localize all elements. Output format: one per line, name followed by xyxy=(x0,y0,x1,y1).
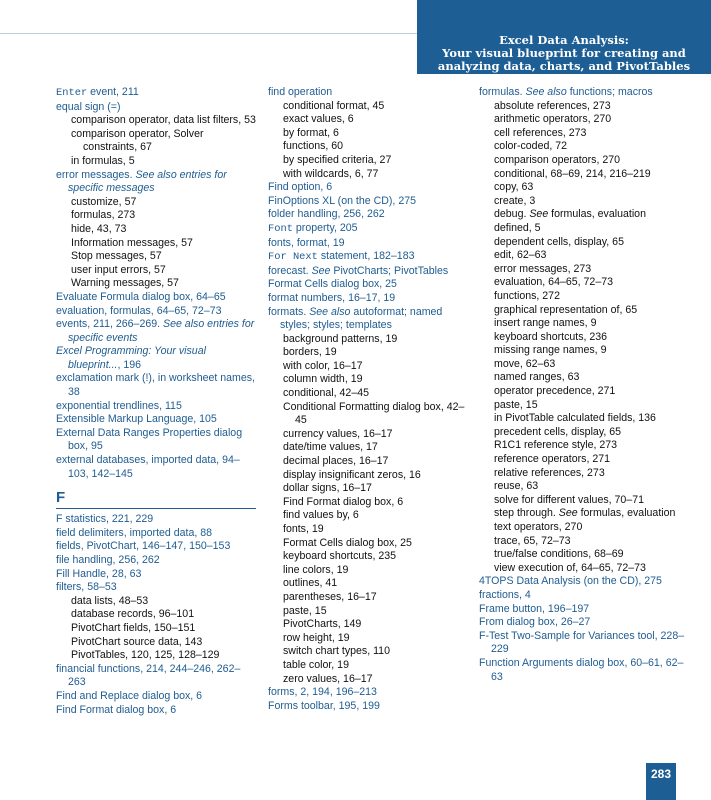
index-entry: folder handling, 256, 262 xyxy=(268,208,385,221)
index-subentry: date/time values, 17 xyxy=(283,441,378,454)
book-title-banner xyxy=(417,0,711,74)
index-subentry: by specified criteria, 27 xyxy=(283,153,392,166)
index-subentry: line colors, 19 xyxy=(283,563,349,576)
index-entry: For Next statement, 182–183 xyxy=(268,250,415,264)
index-subentry: step through. See formulas, evaluation xyxy=(494,507,676,520)
index-subentry: dependent cells, display, 65 xyxy=(494,235,624,248)
index-subentry: decimal places, 16–17 xyxy=(283,455,389,468)
index-subentry: functions, 60 xyxy=(283,140,344,153)
index-subentry: conditional, 68–69, 214, 216–219 xyxy=(494,167,651,180)
index-entry: F statistics, 221, 229 xyxy=(56,513,154,526)
index-subentry: Stop messages, 57 xyxy=(71,250,162,263)
index-subentry: evaluation, 64–65, 72–73 xyxy=(494,276,613,289)
index-entry: Excel Programming: Your visual blueprint..., 196 xyxy=(56,345,206,371)
index-subentry: zero values, 16–17 xyxy=(283,672,373,685)
index-subentry: true/false conditions, 68–69 xyxy=(494,548,624,561)
section-letter-heading: F xyxy=(56,489,256,509)
index-subentry: exact values, 6 xyxy=(283,113,354,126)
index-subentry: parentheses, 16–17 xyxy=(283,590,377,603)
index-entry: exclamation mark (!), in worksheet names, 38 xyxy=(56,372,255,399)
index-subentry: keyboard shortcuts, 236 xyxy=(494,330,608,343)
index-subentry: comparison operators, 270 xyxy=(494,153,621,166)
index-subentry: keyboard shortcuts, 235 xyxy=(283,550,397,563)
index-subentry: PivotChart fields, 150–151 xyxy=(71,621,196,634)
index-subentry: graphical representation of, 65 xyxy=(494,303,638,316)
page-number: 283 xyxy=(646,763,676,800)
index-subentry: PivotTables, 120, 125, 128–129 xyxy=(71,649,220,662)
index-subentry: insert range names, 9 xyxy=(494,317,597,330)
index-entry: Forms toolbar, 195, 199 xyxy=(268,699,380,712)
index-subentry: precedent cells, display, 65 xyxy=(494,425,622,438)
index-subentry: fonts, 19 xyxy=(283,523,324,535)
index-subentry: trace, 65, 72–73 xyxy=(494,534,571,547)
index-subentry: edit, 62–63 xyxy=(494,249,547,262)
index-subentry: conditional format, 45 xyxy=(283,99,385,112)
index-subentry: create, 3 xyxy=(494,194,536,207)
index-subentry: with wildcards, 6, 77 xyxy=(283,167,379,180)
book-title-line-2: Your visual blueprint for creating and xyxy=(442,46,686,60)
index-subentry: reuse, 63 xyxy=(494,480,539,493)
index-subentry: view execution of, 64–65, 72–73 xyxy=(494,561,646,574)
index-subentry: text operators, 270 xyxy=(494,521,583,533)
index-column-3 xyxy=(479,86,695,684)
index-subentry: switch chart types, 110 xyxy=(283,645,390,658)
index-subentry: named ranges, 63 xyxy=(494,371,580,384)
index-subentry: absolute references, 273 xyxy=(494,99,611,112)
index-subentry: comparison operator, Solver constraints, 67 xyxy=(71,127,204,154)
index-subentry: currency values, 16–17 xyxy=(283,427,393,440)
index-subentry: operator precedence, 271 xyxy=(494,385,616,398)
index-subentry: dollar signs, 16–17 xyxy=(283,482,372,495)
index-entry: Find Format dialog box, 6 xyxy=(56,703,177,716)
index-subentry: copy, 63 xyxy=(494,181,534,194)
index-subentry: Information messages, 57 xyxy=(71,236,193,249)
index-entry: Find option, 6 xyxy=(268,181,333,194)
index-entry: external databases, imported data, 94–103, 142–145 xyxy=(56,454,240,480)
index-subentry: debug. See formulas, evaluation xyxy=(494,208,646,221)
index-entry: Font property, 205 xyxy=(268,221,358,235)
index-subentry: Find Format dialog box, 6 xyxy=(283,495,404,508)
index-subentry: Conditional Formatting dialog box, 42–45 xyxy=(283,400,465,427)
index-entry: find operation xyxy=(268,86,333,98)
index-entry: FinOptions XL (on the CD), 275 xyxy=(268,194,416,207)
index-entry: fonts, format, 19 xyxy=(268,236,345,249)
index-entry: 4TOPS Data Analysis (on the CD), 275 xyxy=(479,575,662,588)
index-subentry: row height, 19 xyxy=(283,631,350,644)
index-subentry: data lists, 48–53 xyxy=(71,594,149,607)
index-subentry: Warning messages, 57 xyxy=(71,277,179,290)
index-subentry: PivotCharts, 149 xyxy=(283,618,362,631)
index-subentry: comparison operator, data list filters, 53 xyxy=(71,114,256,127)
index-entry: Function Arguments dialog box, 60–61, 62–63 xyxy=(479,656,684,683)
index-entry: formulas. See also functions; macros xyxy=(479,86,653,98)
index-entry: Find and Replace dialog box, 6 xyxy=(56,689,203,702)
index-subentry: display insignificant zeros, 16 xyxy=(283,468,421,481)
index-entry: financial functions, 214, 244–246, 262–263 xyxy=(56,662,241,689)
index-entry: Extensible Markup Language, 105 xyxy=(56,413,217,426)
index-entry: From dialog box, 26–27 xyxy=(479,616,591,629)
index-subentry: paste, 15 xyxy=(283,604,327,617)
index-entry: forecast. See PivotCharts; PivotTables xyxy=(268,264,449,277)
index-entry: fields, PivotChart, 146–147, 150–153 xyxy=(56,540,231,553)
index-subentry: missing range names, 9 xyxy=(494,344,607,357)
index-subentry: hide, 43, 73 xyxy=(71,222,127,235)
index-subentry: defined, 5 xyxy=(494,221,541,234)
index-subentry: Format Cells dialog box, 25 xyxy=(283,536,412,549)
index-subentry: relative references, 273 xyxy=(494,466,605,479)
index-entry: events, 211, 266–269. See also entries for specific events xyxy=(56,318,255,344)
index-entry: filters, 58–53 xyxy=(56,581,117,594)
index-entry: equal sign (=) xyxy=(56,100,121,113)
index-subentry: formulas, 273 xyxy=(71,209,136,222)
index-entry: error messages. See also entries for specific messages xyxy=(56,168,227,195)
index-column-1 xyxy=(56,86,256,717)
index-entry: Fill Handle, 28, 63 xyxy=(56,567,142,580)
index-subentry: PivotChart source data, 143 xyxy=(71,635,203,648)
index-subentry: in PivotTable calculated fields, 136 xyxy=(494,412,656,425)
index-subentry: column width, 19 xyxy=(283,373,363,386)
index-entry: exponential trendlines, 115 xyxy=(56,399,182,412)
index-entry: file handling, 256, 262 xyxy=(56,554,160,566)
index-entry: evaluation, formulas, 64–65, 72–73 xyxy=(56,304,222,317)
index-subentry: outlines, 41 xyxy=(283,577,338,590)
index-entry: formats. See also autoformat; named styles; styles; templates xyxy=(268,305,443,332)
index-subentry: conditional, 42–45 xyxy=(283,387,369,400)
index-subentry: paste, 15 xyxy=(494,398,538,411)
book-title-line-1: Excel Data Analysis: xyxy=(499,33,629,47)
index-entry: Frame button, 196–197 xyxy=(479,602,590,615)
index-subentry: in formulas, 5 xyxy=(71,154,135,167)
index-subentry: functions, 272 xyxy=(494,289,560,302)
index-subentry: borders, 19 xyxy=(283,346,337,359)
index-subentry: cell references, 273 xyxy=(494,126,587,139)
index-subentry: error messages, 273 xyxy=(494,262,592,275)
index-subentry: by format, 6 xyxy=(283,126,339,139)
index-entry: forms, 2, 194, 196–213 xyxy=(268,686,377,699)
index-subentry: table color, 19 xyxy=(283,658,349,671)
index-entry: Evaluate Formula dialog box, 64–65 xyxy=(56,290,226,303)
book-title-line-3: analyzing data, charts, and PivotTables xyxy=(437,59,691,73)
index-entry: Enter event, 211 xyxy=(56,86,139,99)
index-subentry: with color, 16–17 xyxy=(283,359,363,372)
index-subentry: solve for different values, 70–71 xyxy=(494,493,644,506)
index-entry: field delimiters, imported data, 88 xyxy=(56,526,213,539)
index-subentry: find values by, 6 xyxy=(283,509,359,522)
index-subentry: R1C1 reference style, 273 xyxy=(494,439,618,452)
index-subentry: reference operators, 271 xyxy=(494,453,611,466)
index-entry: External Data Ranges Properties dialog box, 95 xyxy=(56,426,243,453)
index-entry: Format Cells dialog box, 25 xyxy=(268,278,397,291)
index-subentry: background patterns, 19 xyxy=(283,332,398,345)
index-subentry: arithmetic operators, 270 xyxy=(494,113,612,126)
index-subentry: move, 62–63 xyxy=(494,357,556,370)
index-subentry: user input errors, 57 xyxy=(71,263,166,276)
index-entry: format numbers, 16–17, 19 xyxy=(268,291,396,304)
index-subentry: color-coded, 72 xyxy=(494,140,568,153)
index-entry: F-Test Two-Sample for Variances tool, 228–229 xyxy=(479,629,685,656)
index-column-2 xyxy=(268,86,468,713)
index-subentry: customize, 57 xyxy=(71,195,137,208)
index-subentry: database records, 96–101 xyxy=(71,608,195,621)
index-entry: fractions, 4 xyxy=(479,588,531,601)
